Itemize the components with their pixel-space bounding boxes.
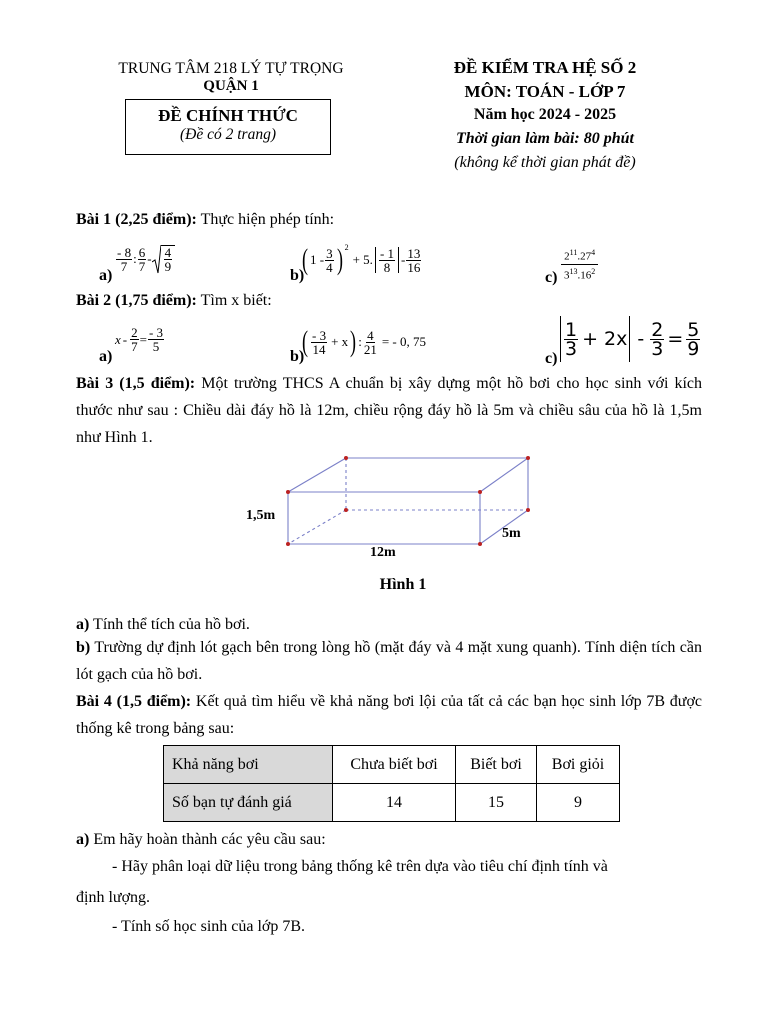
fraction: $\frac{6}{7}$ <box>138 244 146 274</box>
bai2-title: Bài 2 (1,75 điểm): <box>76 292 197 309</box>
bai2-heading <box>76 292 272 310</box>
bai3-a-label: a) <box>76 616 90 633</box>
figure-caption: Hình 1 <box>379 576 427 593</box>
district: QUẬN 1 <box>203 78 259 94</box>
operator: = <box>667 328 684 350</box>
fraction: $\frac{3}{4}$ <box>326 245 333 275</box>
table-cell: 14 <box>333 784 456 822</box>
term: 1 - <box>310 252 325 267</box>
duration-note: (không kể thời gian phát đề) <box>454 154 636 171</box>
fraction: $\frac{- 8}{7}$ <box>117 244 132 274</box>
table-header-cell: Chưa biết bơi <box>333 746 456 784</box>
bai2-a-label: a) <box>99 348 113 365</box>
paren-open: ( <box>302 243 308 276</box>
term: + x <box>331 334 349 349</box>
variable: x <box>115 331 121 347</box>
bai1-a-expr <box>115 244 175 274</box>
table-cell: Số bạn tự đánh giá <box>164 784 333 822</box>
official-label: ĐỀ CHÍNH THỨC <box>158 106 298 125</box>
fraction: $\frac{5}{9}$ <box>687 318 700 360</box>
abs-bar <box>629 316 630 362</box>
pool-width-label: 5m <box>502 526 521 541</box>
abs-bar <box>398 247 399 273</box>
bai4-item1-line1: - Hãy phân loại dữ liệu trong bảng thống kê trên dựa vào tiêu chí định tính và <box>112 858 608 875</box>
bai4-item2: - Tính số học sinh của lớp 7B. <box>112 918 306 935</box>
term: + 5. <box>352 252 373 267</box>
bai4-a-label: a) <box>76 831 90 848</box>
table-header-cell: Khả năng bơi <box>164 746 333 784</box>
fraction: $\frac{2}{3}$ <box>651 318 664 360</box>
swimming-stats-table <box>163 745 620 822</box>
bai2-b-expr <box>300 327 426 357</box>
fraction: $\frac{- 1}{8}$ <box>379 245 395 275</box>
paren-open: ( <box>302 325 308 358</box>
duration: Thời gian làm bài: 80 phút <box>456 130 634 147</box>
fraction: $\frac{- 3}{5}$ <box>148 325 164 354</box>
operator: - <box>401 252 406 267</box>
paren-close: ) <box>350 325 357 358</box>
pages-note: (Đề có 2 trang) <box>180 126 276 143</box>
table-cell: 9 <box>537 784 620 822</box>
abs-bar <box>560 316 561 362</box>
exponent: 2 <box>344 243 349 252</box>
bai4-text: Kết quả tìm hiểu về khả năng bơi lội của tất cả các bạn học sinh lớp 7B được thống kê trong bảng sau: <box>76 693 703 737</box>
bai2-c-expr <box>558 316 701 362</box>
school-year: Năm học 2024 - 2025 <box>473 106 617 123</box>
term: = - 0, 75 <box>381 334 426 349</box>
operator: - <box>147 251 152 266</box>
bai3-text: Một trường THCS A chuẩn bị xây dựng một hồ bơi cho học sinh với kích thước như sau : Chiều dài đáy hồ là 12m, chiều rộng đáy hồ là 5m và chiều sâu của hồ là 1,5m như Hình 1. <box>76 375 703 446</box>
bai3-b <box>76 634 702 688</box>
bai2-a-expr <box>115 326 165 353</box>
operator: - <box>122 331 128 347</box>
subject: MÔN: TOÁN - LỚP 7 <box>464 82 626 101</box>
table-row <box>164 746 620 784</box>
bai3-b-label: b) <box>76 639 91 656</box>
operator: : <box>358 334 362 349</box>
bai1-prompt: Thực hiện phép tính: <box>200 211 335 228</box>
bai4-a-text: Em hãy hoàn thành các yêu cầu sau: <box>93 831 326 848</box>
bai4-a <box>76 826 702 853</box>
fraction: $\frac{2^{11}.27^4}{3^{13}.16^2}$ <box>561 246 598 282</box>
operator: = <box>139 331 147 347</box>
table-header-cell: Bơi giỏi <box>537 746 620 784</box>
bai1-b-label: b) <box>290 267 305 284</box>
center-name: TRUNG TÂM 218 LÝ TỰ TRỌNG <box>118 60 344 77</box>
table-cell: 15 <box>456 784 537 822</box>
sqrt-expression: $\frac{4}{9}$ <box>152 244 176 274</box>
bai2-b-label: b) <box>290 348 305 365</box>
fraction: $\frac{4}{21}$ <box>363 327 377 357</box>
bai2-c-label: c) <box>545 350 558 367</box>
bai3-a-text: Tính thể tích của hồ bơi. <box>93 616 250 633</box>
bai2-prompt: Tìm x biết: <box>200 292 272 309</box>
bai1-c-label: c) <box>545 269 558 286</box>
bai4-item1-line2: định lượng. <box>76 889 151 906</box>
bai1-heading <box>76 211 334 229</box>
sqrt-icon <box>152 244 161 274</box>
table-row <box>164 784 620 822</box>
bai4-paragraph <box>76 688 702 742</box>
bai3-paragraph <box>76 370 702 451</box>
fraction: $\frac{1}{3}$ <box>565 318 578 360</box>
bai4-title: Bài 4 (1,5 điểm): <box>76 693 192 710</box>
term: + 2x <box>582 328 628 350</box>
bai3-b-text: Trường dự định lót gạch bên trong lòng hồ (mặt đáy và 4 mặt xung quanh). Tính diện tích cần lót gạch của hồ bơi. <box>76 639 702 683</box>
abs-bar <box>375 247 376 273</box>
exam-title: ĐỀ KIỂM TRA HỆ SỐ 2 <box>453 58 637 77</box>
bai1-b-expr <box>300 245 422 275</box>
pool-length-label: 12m <box>370 545 396 560</box>
bai1-title: Bài 1 (2,25 điểm): <box>76 211 197 228</box>
table-header-cell: Biết bơi <box>456 746 537 784</box>
fraction: $\frac{- 3}{14}$ <box>312 327 327 357</box>
pool-height-label: 1,5m <box>246 508 276 523</box>
fraction: $\frac{2}{7}$ <box>131 325 138 354</box>
official-box <box>125 99 331 155</box>
fraction: $\frac{13}{16}$ <box>407 245 421 275</box>
bai3-title: Bài 3 (1,5 điểm): <box>76 375 196 392</box>
bai1-a-label: a) <box>99 267 113 284</box>
operator: - <box>637 328 645 350</box>
paren-close: ) <box>336 243 343 276</box>
operator: : <box>133 251 137 266</box>
bai1-c-expr <box>560 246 599 282</box>
